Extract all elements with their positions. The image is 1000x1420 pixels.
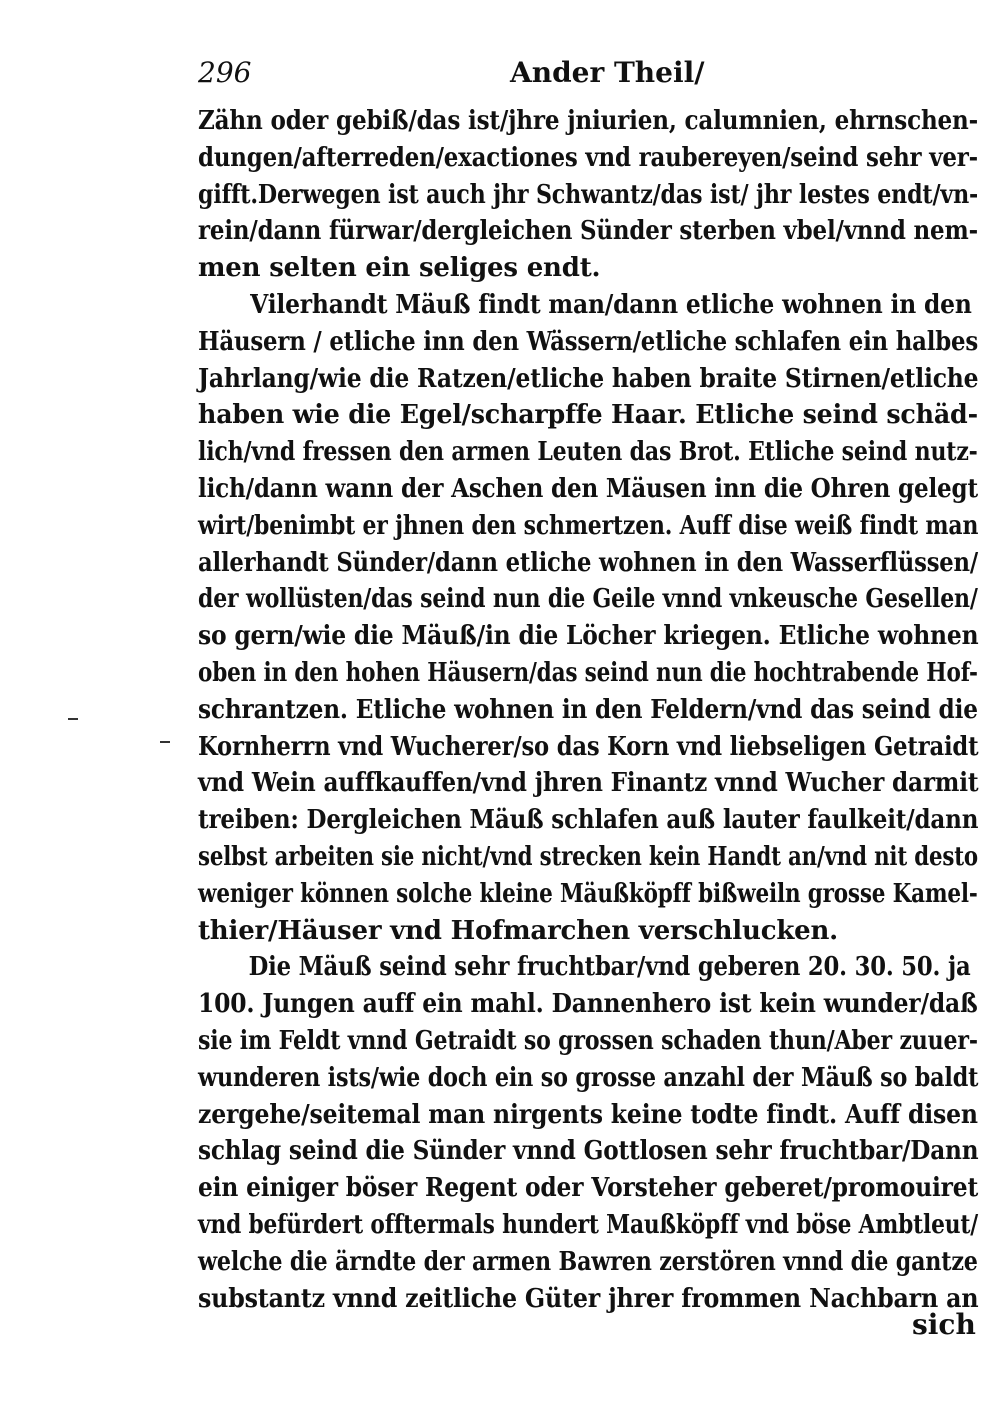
text-line: oben in den hohen Häusern/das seind nun die hochtrabende Hof-: [198, 657, 978, 688]
text-line: sie im Feldt vnnd Getraidt so grossen schaden thun/Aber zuuer-: [198, 1025, 978, 1056]
text-line: haben wie die Egel/scharpffe Haar. Etliche seind schäd-: [198, 400, 978, 431]
text-line: Kornherrn vnd Wucherer/so das Korn vnd liebseligen Getraidt: [198, 731, 979, 762]
text-line: selbst arbeiten sie nicht/vnd strecken kein Handt an/vnd nit desto: [198, 841, 978, 872]
text-line: 100. Jungen auff ein mahl. Dannenhero ist kein wunder/daß: [198, 989, 978, 1020]
text-line: treiben: Dergleichen Mäuß schlafen auß lauter faulkeit/dann: [198, 805, 979, 836]
text-line: Jahrlang/wie die Ratzen/etliche haben braite Stirnen/etliche: [198, 363, 979, 394]
text-line: Die Mäuß seind sehr fruchtbar/vnd geberen 20. 30. 50. ja: [248, 952, 971, 983]
body-text: [198, 103, 978, 1317]
text-line: dungen/afterreden/exactiones vnd raubereyen/seind sehr ver-: [198, 142, 978, 173]
text-line: substantz vnnd zeitliche Güter jhrer frommen Nachbarn an: [198, 1283, 979, 1314]
text-line: thier/Häuser vnd Hofmarchen verschlucken.: [198, 915, 839, 946]
text-line: schlag seind die Sünder vnnd Gottlosen sehr fruchtbar/Dann: [198, 1136, 979, 1167]
text-line: Zähn oder gebiß/das ist/jhre jniurien, calumnien, ehrnschen-: [198, 106, 979, 136]
margin-mark: [68, 718, 78, 720]
text-line: wunderen ists/wie doch ein so grosse anzahl der Mäuß so baldt: [198, 1062, 979, 1093]
margin-mark: [160, 741, 170, 743]
text-line: vnd Wein auffkauffen/vnd jhren Finantz vnnd Wucher darmit: [198, 768, 979, 799]
running-head: Ander Theil/: [510, 56, 705, 89]
text-line: Häusern / etliche inn den Wässern/etliche schlafen ein halbes: [198, 326, 979, 357]
page-number: 296: [198, 56, 252, 89]
text-line: wirt/benimbt er jhnen den schmertzen. Auff dise weiß findt man: [198, 510, 979, 541]
text-line: lich/vnd fressen den armen Leuten das Brot. Etliche seind nutz-: [198, 437, 978, 468]
text-line: so gern/wie die Mäuß/in die Löcher kriegen. Etliche wohnen: [198, 621, 979, 652]
text-line: men selten ein seliges endt.: [198, 253, 601, 284]
page-header: [198, 56, 958, 96]
text-line: ein einiger böser Regent oder Vorsteher geberet/promouiret: [198, 1173, 979, 1204]
text-line: weniger können solche kleine Mäußköpff bißweiln grosse Kamel-: [198, 878, 978, 909]
text-line: lich/dann wann der Aschen den Mäusen inn die Ohren gelegt: [198, 473, 978, 504]
text-line: gifft.Derwegen ist auch jhr Schwantz/das ist/ jhr lestes endt/vn-: [198, 179, 979, 210]
text-line: welche die ärndte der armen Bawren zerstören vnnd die gantze: [198, 1246, 978, 1277]
catchword: sich: [912, 1308, 976, 1341]
text-line: rein/dann fürwar/dergleichen Sünder sterben vbel/vnnd nem-: [198, 216, 978, 247]
text-line: Vilerhandt Mäuß findt man/dann etliche wohnen in den: [250, 289, 972, 320]
text-line: der wollüsten/das seind nun die Geile vnnd vnkeusche Gesellen/: [198, 584, 978, 615]
text-line: allerhandt Sünder/dann etliche wohnen in den Wasserflüssen/: [198, 547, 979, 578]
text-line: vnd befürdert offtermals hundert Maußköpff vnd böse Ambtleut/: [198, 1209, 979, 1240]
text-line: schrantzen. Etliche wohnen in den Feldern/vnd das seind die: [198, 694, 978, 725]
text-line: zergehe/seitemal man nirgents keine todte findt. Auff disen: [198, 1099, 978, 1130]
